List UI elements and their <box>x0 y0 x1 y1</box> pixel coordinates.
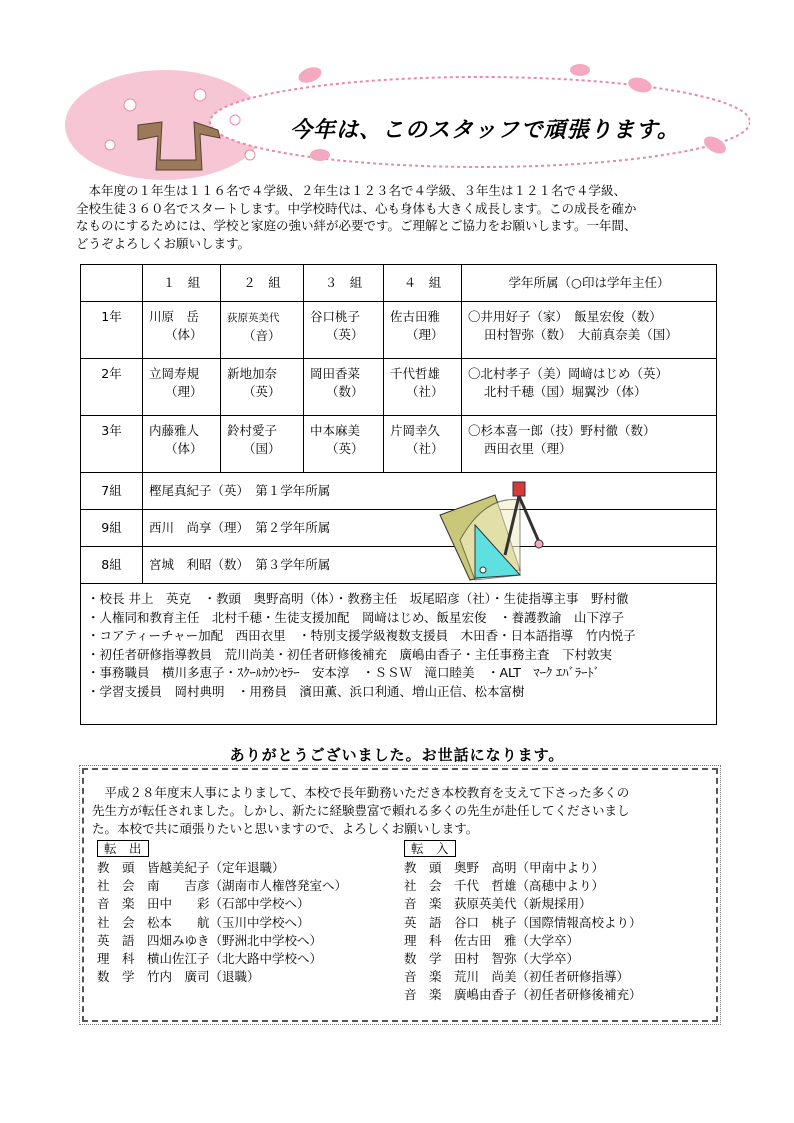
teacher-subject: （体） <box>165 441 203 456</box>
staff-line: ・校長 井上 英克 ・教頭 奥野高明（体）・教務主任 坂尾昭彦（社）・生徒指導主事 野村徹 <box>87 591 629 606</box>
teacher-subject: （社） <box>406 384 444 399</box>
teacher-subject: （英） <box>326 327 364 342</box>
class-label: 9組 <box>81 510 143 547</box>
table-row-class8 <box>81 547 717 584</box>
teacher-subject: （理） <box>406 327 444 342</box>
affil-line: 田村智弥（数） 大前真奈美（国） <box>484 327 678 342</box>
class-label: 8組 <box>81 547 143 584</box>
staff-line: ・事務職員 横川多恵子・ｽｸｰﾙｶｳﾝｾﾗｰ 安本淳 ・ＳＳＷ 滝口睦美 ・ALT ﾏｰｸ ｴﾊﾞﾗｰﾄﾞ <box>87 665 600 680</box>
grade-label: 2年 <box>81 359 143 416</box>
teacher-subject: （数） <box>326 384 364 399</box>
affil-line: 西田衣里（理） <box>484 441 572 456</box>
list-item: 英 語 四畑みゆき（野洲北中学校へ） <box>97 932 323 948</box>
intro-paragraph <box>76 182 726 252</box>
teacher-name: 立岡寿規 <box>149 366 200 381</box>
class-label: 7組 <box>81 473 143 510</box>
compass-icon <box>513 482 525 496</box>
list-item: 教 頭 皆越美紀子（定年退職） <box>97 860 285 875</box>
class-teacher: 西川 尚享（理） 第２学年所属 <box>143 510 717 547</box>
header-cell: ２ 組 <box>221 265 304 302</box>
affil-line: 北村千穂（国）堀翼沙（体） <box>484 384 647 399</box>
grade-affiliation <box>462 359 717 416</box>
staff-line: ・コアティーチャー加配 西田衣里 ・特別支援学級複数支援員 木田香・日本語指導 竹内悦子 <box>87 628 636 643</box>
teacher-name: 佐古田雅 <box>390 309 441 324</box>
grade-label: 1年 <box>81 302 143 359</box>
teacher-name: 中本麻美 <box>310 423 361 438</box>
teacher-subject: （社） <box>406 441 444 456</box>
notice-line: 先生方が転任されました。しかし、新たに経験豊富で頼れる多くの先生が赴任してくださいまし <box>92 803 630 818</box>
homeroom-cell <box>304 416 384 473</box>
staff-table <box>80 264 717 725</box>
homeroom-cell <box>143 302 221 359</box>
header-cell: 学年所属（○印は学年主任） <box>462 265 717 302</box>
notice-line: た。本校で共に頑張りたいと思いますので、よろしくお願いします。 <box>92 821 479 836</box>
homeroom-cell <box>304 359 384 416</box>
staff-line: ・学習支援員 岡村典明 ・用務員 濱田薫、浜口利通、増山正信、松本富樹 <box>87 683 525 699</box>
homeroom-cell <box>384 359 462 416</box>
teacher-name: 新地加奈 <box>227 366 278 381</box>
grade-affiliation <box>462 416 717 473</box>
transfer-out-header: 転 出 <box>97 840 149 857</box>
list-item: 数 学 竹内 廣司（退職） <box>97 969 260 985</box>
staff-list <box>81 584 717 725</box>
list-item: 社 会 松本 航（玉川中学校へ） <box>97 914 310 930</box>
intro-line: 全校生徒３６０名でスタートします。中学校時代は、心も身体も大きく成長します。この成長を確か <box>76 200 637 216</box>
table-header-row <box>81 265 717 302</box>
transfer-in-header: 転 入 <box>404 840 456 857</box>
homeroom-cell <box>143 416 221 473</box>
class-teacher: 宮城 利昭（数） 第３学年所属 <box>143 547 717 584</box>
homeroom-cell <box>221 302 304 359</box>
header-cell: ３ 組 <box>304 265 384 302</box>
teacher-name: 千代哲雄 <box>390 366 441 381</box>
drawing-tools-illustration <box>435 480 555 585</box>
table-row-class7 <box>81 473 717 510</box>
homeroom-cell <box>221 359 304 416</box>
teacher-name: 谷口桃子 <box>310 309 361 324</box>
grade-label: 3年 <box>81 416 143 473</box>
intro-line: なものにするためには、学校と家庭の強い絆が必要です。ご理解とご協力をお願いします。一年間、 <box>76 218 637 233</box>
header-cell: ４ 組 <box>384 265 462 302</box>
teacher-subject: （体） <box>165 327 203 342</box>
intro-line: どうぞよろしくお願いします。 <box>76 235 251 251</box>
staff-line: ・人権同和教育主任 北村千穂・生徒支援加配 岡﨑はじめ、飯星宏俊 ・養護教諭 山下淳子 <box>87 609 625 625</box>
teacher-name: 荻原英美代 <box>227 312 280 324</box>
homeroom-cell <box>384 302 462 359</box>
table-row-grade1 <box>81 302 717 359</box>
list-item: 数 学 田村 智弥（大学卒） <box>404 951 580 967</box>
intro-line: 本年度の１年生は１１６名で４学級、２年生は１２３名で４学級、３年生は１２１名で４学級、 <box>76 183 627 198</box>
list-item: 社 会 南 吉彦（湖南市人権啓発室へ） <box>97 878 348 894</box>
list-item: 理 科 佐古田 雅（大学卒） <box>404 932 580 948</box>
homeroom-cell <box>304 302 384 359</box>
teacher-name: 片岡幸久 <box>390 423 441 438</box>
header-cell <box>81 265 143 302</box>
list-item: 社 会 千代 哲雄（高穂中より） <box>404 878 605 894</box>
affil-line: 〇杉本喜一郎（技）野村徹（数） <box>468 423 656 438</box>
affil-line: 〇井用好子（家） 飯星宏俊（数） <box>468 309 662 324</box>
table-row-staff <box>81 584 717 725</box>
notice-paragraph <box>92 784 706 838</box>
teacher-name: 岡田香菜 <box>310 366 361 381</box>
teacher-subject: （英） <box>326 441 364 456</box>
list-item: 音 楽 廣嶋由香子（初任者研修後補充） <box>404 987 642 1003</box>
list-item: 理 科 横山佐江子（北大路中学校へ） <box>97 951 323 967</box>
transfer-out-list <box>97 840 347 986</box>
notice-title: ありがとうございました。お世話になります。 <box>229 746 565 764</box>
list-item: 英 語 谷口 桃子（国際情報高校より） <box>404 914 642 930</box>
notice-line: 平成２８年度末人事によりまして、本校で長年勤務いただき本校教育を支えて下さった多くの <box>92 785 630 800</box>
transfer-in-list <box>404 840 642 1005</box>
teacher-subject: （理） <box>165 384 203 399</box>
list-item: 音 楽 田中 彩（石部中学校へ） <box>97 896 310 912</box>
teacher-subject: （音） <box>243 328 281 343</box>
list-item: 音 楽 荻原英美代（新規採用） <box>404 896 592 912</box>
teacher-subject: （英） <box>243 384 281 399</box>
staff-line: ・初任者研修指導教員 荒川尚美・初任者研修後補充 廣嶋由香子・主任事務主査 下村敦実 <box>87 646 613 662</box>
homeroom-cell <box>384 416 462 473</box>
table-row-grade2 <box>81 359 717 416</box>
list-item: 教 頭 奥野 高明（甲南中より） <box>404 860 605 875</box>
teacher-name: 川原 岳 <box>149 309 200 324</box>
grade-affiliation <box>462 302 717 359</box>
teacher-name: 内藤雅人 <box>149 423 200 438</box>
page-title: 今年は、このスタッフで頑張ります。 <box>290 118 680 143</box>
class-teacher: 樫尾真紀子（英） 第１学年所属 <box>143 473 717 510</box>
list-item: 音 楽 荒川 尚美（初任者研修指導） <box>404 969 630 985</box>
teacher-subject: （国） <box>243 441 281 456</box>
affil-line: 〇北村孝子（美）岡﨑はじめ（英） <box>468 366 669 381</box>
teacher-name: 鈴村愛子 <box>227 423 278 438</box>
table-row-grade3 <box>81 416 717 473</box>
homeroom-cell <box>143 359 221 416</box>
homeroom-cell <box>221 416 304 473</box>
notice-box <box>82 768 718 1022</box>
table-row-class9 <box>81 510 717 547</box>
header-cell: １ 組 <box>143 265 221 302</box>
